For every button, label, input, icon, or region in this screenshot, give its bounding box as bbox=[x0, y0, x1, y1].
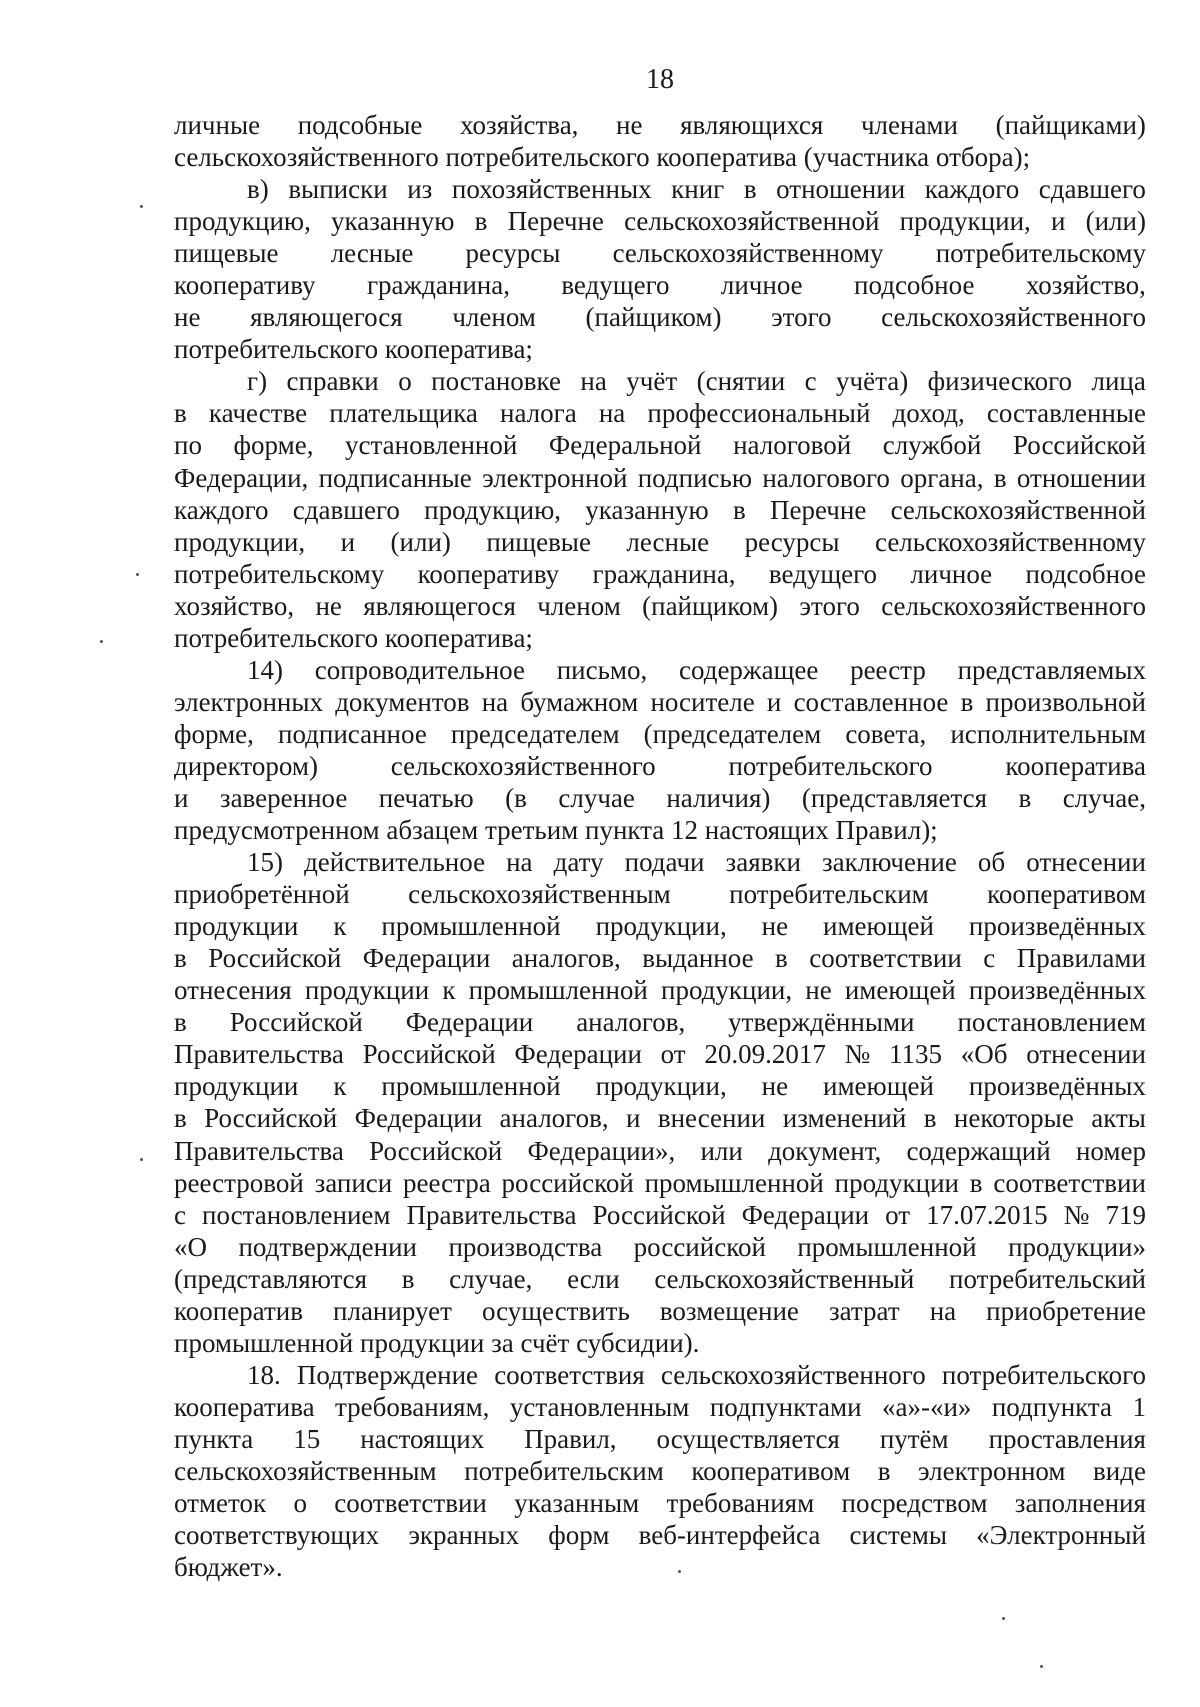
text-line: 14) сопроводительное письмо, содержащее реестр представляемых bbox=[247, 654, 1146, 685]
text-line: отметок о соответствии указанным требованиям посредством заполнения bbox=[174, 1488, 1146, 1519]
text-line: потребительскому кооперативу гражданина, ведущего личное подсобное bbox=[174, 558, 1146, 589]
text-line: (представляются в случае, если сельскохозяйственный потребительский bbox=[174, 1263, 1146, 1294]
text-line: сельскохозяйственного потребительского кооператива (участника отбора); bbox=[174, 142, 1031, 173]
text-line: «О подтверждении производства российской промышленной продукции» bbox=[174, 1231, 1146, 1262]
scan-speck bbox=[1002, 1617, 1005, 1620]
text-line: бюджет». bbox=[174, 1552, 283, 1583]
scan-speck bbox=[1040, 1665, 1043, 1668]
text-line: 15) действительное на дату подачи заявки заключение об отнесении bbox=[247, 847, 1146, 878]
text-line: в) выписки из похозяйственных книг в отношении каждого сдавшего bbox=[247, 174, 1146, 205]
text-line: кооперативу гражданина, ведущего личное подсобное хозяйство, bbox=[174, 270, 1146, 301]
scan-speck bbox=[100, 640, 103, 643]
text-line: Федерации, подписанные электронной подписью налогового органа, в отношении bbox=[174, 462, 1146, 493]
text-line: продукции, и (или) пищевые лесные ресурсы сельскохозяйственному bbox=[174, 526, 1146, 557]
text-line: 18. Подтверждение соответствия сельскохозяйственного потребительского bbox=[247, 1359, 1146, 1390]
scan-speck bbox=[140, 1158, 143, 1161]
text-line: форме, подписанное председателем (председателем совета, исполнительным bbox=[174, 718, 1146, 749]
text-line: пункта 15 настоящих Правил, осуществляется путём проставления bbox=[174, 1423, 1146, 1454]
text-line: Правительства Российской Федерации от 20.09.2017 № 1135 «Об отнесении bbox=[174, 1039, 1146, 1070]
text-line: пищевые лесные ресурсы сельскохозяйственному потребительскому bbox=[174, 238, 1146, 269]
text-line: в качестве плательщика налога на профессиональный доход, составленные bbox=[174, 398, 1146, 429]
text-line: продукцию, указанную в Перечне сельскохозяйственной продукции, и (или) bbox=[174, 206, 1146, 237]
scan-speck bbox=[678, 1570, 681, 1573]
document-body-text bbox=[174, 109, 1146, 1583]
text-line: предусмотренном абзацем третьим пункта 12 настоящих Правил); bbox=[174, 815, 938, 846]
text-line: не являющегося членом (пайщиком) этого сельскохозяйственного bbox=[174, 302, 1146, 333]
text-line: отнесения продукции к промышленной продукции, не имеющей произведённых bbox=[174, 975, 1146, 1006]
text-line: хозяйство, не являющегося членом (пайщиком) этого сельскохозяйственного bbox=[174, 590, 1146, 621]
scan-speck bbox=[136, 573, 139, 576]
text-line: по форме, установленной Федеральной налоговой службой Российской bbox=[174, 430, 1146, 461]
text-line: реестровой записи реестра российской промышленной продукции в соответствии bbox=[174, 1167, 1146, 1198]
text-line: с постановлением Правительства Российской Федерации от 17.07.2015 № 719 bbox=[174, 1199, 1146, 1230]
text-line: в Российской Федерации аналогов, выданное в соответствии с Правилами bbox=[174, 943, 1146, 974]
text-line: каждого сдавшего продукцию, указанную в Перечне сельскохозяйственной bbox=[174, 494, 1146, 525]
text-line: электронных документов на бумажном носителе и составленное в произвольной bbox=[174, 686, 1146, 717]
text-line: в Российской Федерации аналогов, и внесении изменений в некоторые акты bbox=[174, 1103, 1146, 1134]
text-line: и заверенное печатью (в случае наличия) (представляется в случае, bbox=[174, 782, 1146, 813]
scan-speck bbox=[140, 205, 143, 208]
text-line: личные подсобные хозяйства, не являющихся членами (пайщиками) bbox=[174, 110, 1146, 140]
page-number: 18 bbox=[646, 64, 674, 95]
text-line: в Российской Федерации аналогов, утверждёнными постановлением bbox=[174, 1007, 1146, 1038]
text-line: промышленной продукции за счёт субсидии). bbox=[174, 1327, 700, 1358]
text-line: сельскохозяйственным потребительским кооперативом в электронном виде bbox=[174, 1455, 1146, 1486]
text-line: потребительского кооператива; bbox=[174, 334, 533, 365]
text-line: приобретённой сельскохозяйственным потребительским кооперативом bbox=[174, 879, 1146, 910]
text-line: кооператива требованиям, установленным подпунктами «а»-«и» подпункта 1 bbox=[174, 1391, 1146, 1422]
text-line: продукции к промышленной продукции, не имеющей произведённых bbox=[174, 1071, 1146, 1102]
text-line: кооператив планирует осуществить возмещение затрат на приобретение bbox=[174, 1295, 1146, 1326]
text-line: соответствующих экранных форм веб-интерфейса системы «Электронный bbox=[174, 1520, 1146, 1551]
text-line: потребительского кооператива; bbox=[174, 622, 533, 653]
text-line: продукции к промышленной продукции, не имеющей произведённых bbox=[174, 911, 1146, 942]
text-line: Правительства Российской Федерации», или документ, содержащий номер bbox=[174, 1135, 1146, 1166]
text-line: директором) сельскохозяйственного потребительского кооператива bbox=[174, 750, 1146, 781]
text-line: г) справки о постановке на учёт (снятии с учёта) физического лица bbox=[247, 366, 1146, 397]
